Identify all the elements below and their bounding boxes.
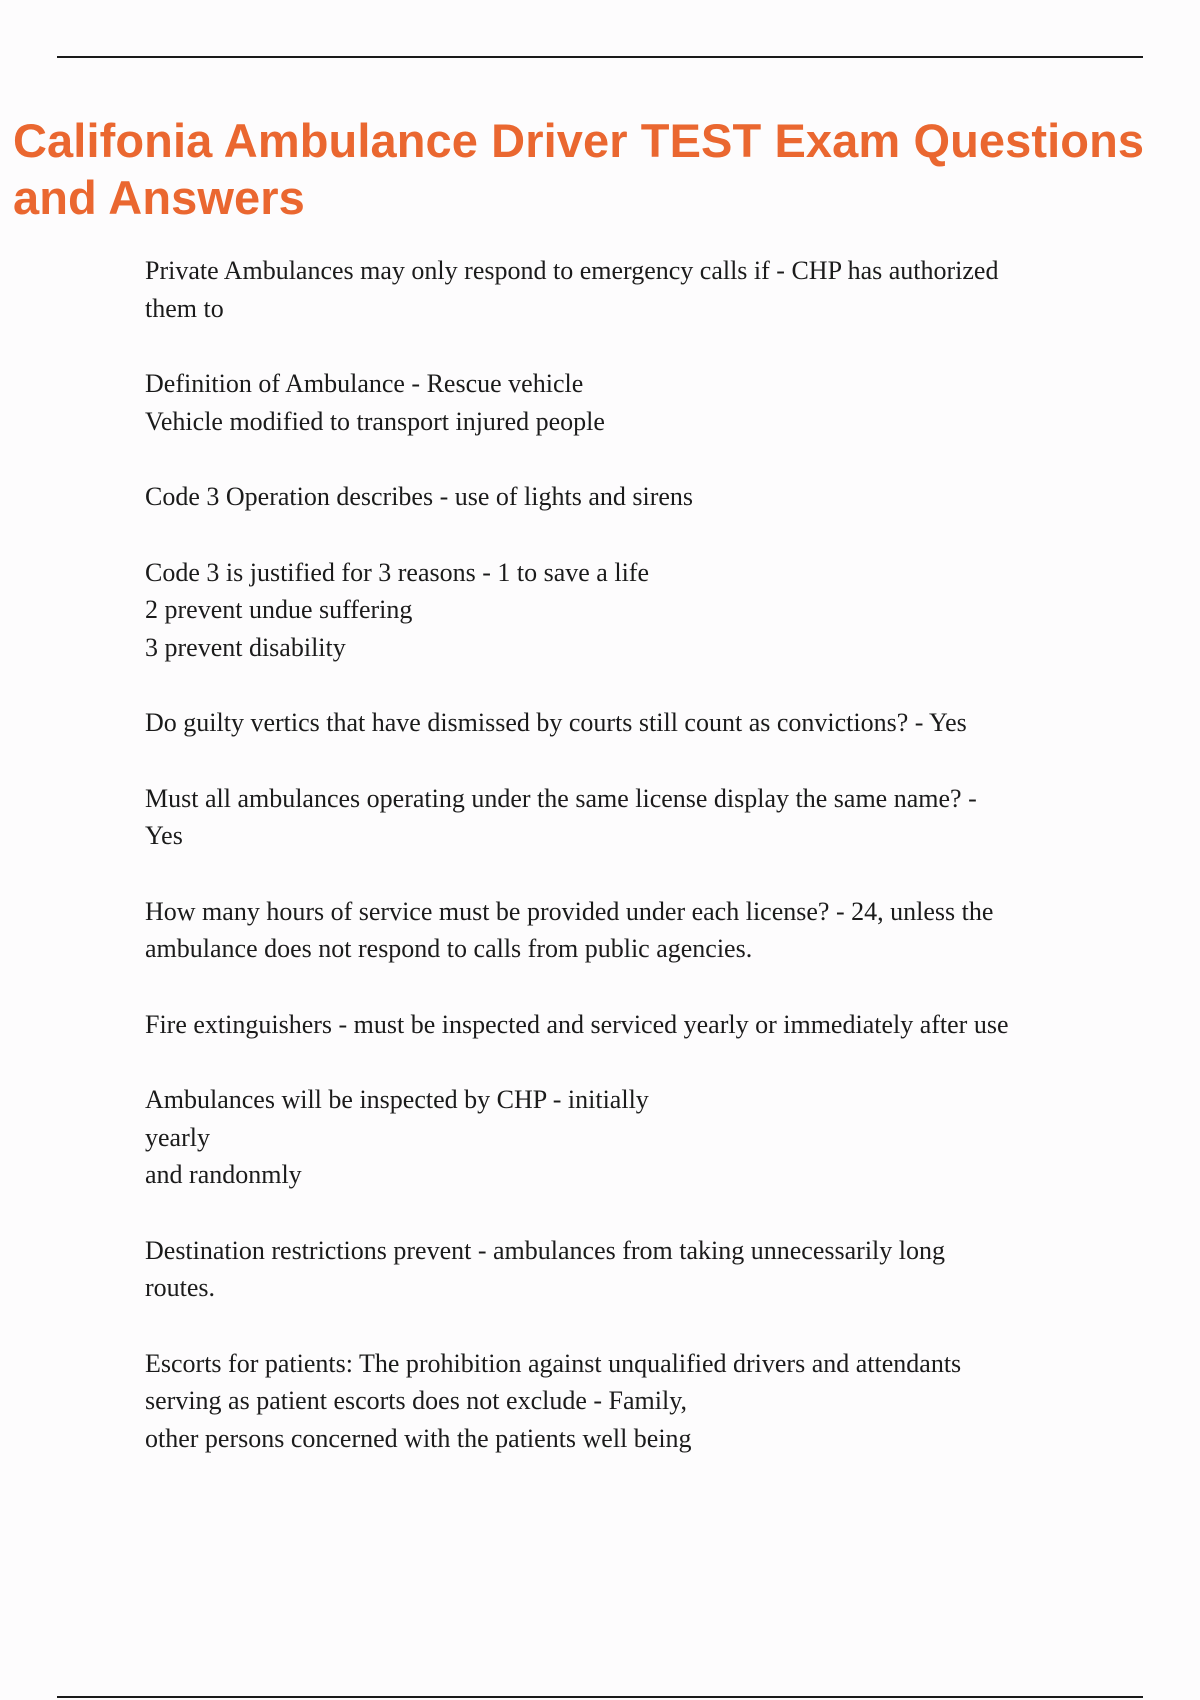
bottom-divider [57,1696,1143,1698]
qa-item [145,554,1105,667]
qa-line: Private Ambulances may only respond to emergency calls if - CHP has authorized [145,256,999,285]
qa-item [145,1232,1105,1307]
qa-line: yearly [145,1122,210,1152]
qa-list [145,252,1105,1495]
qa-line: Fire extinguishers - must be inspected and serviced yearly or immediately after use [145,1009,1009,1039]
qa-line: Must all ambulances operating under the same license display the same name? - [145,783,977,813]
qa-line: and randonmly [145,1160,302,1189]
qa-line: ambulance does not respond to calls from public agencies. [145,934,753,963]
qa-item [145,1006,1105,1044]
qa-item [145,478,1105,516]
qa-item [145,1345,1105,1458]
qa-line: Do guilty vertics that have dismissed by courts still count as convictions? - Yes [145,708,967,737]
qa-line: them to [145,293,224,323]
qa-line: serving as patient escorts does not exclude - Family, [145,1386,688,1415]
qa-item [145,252,1105,327]
qa-item [145,893,1105,968]
title-line-2: and Answers [13,171,305,224]
qa-line: other persons concerned with the patients well being [145,1423,692,1453]
qa-line: Definition of Ambulance - Rescue vehicle [145,369,584,398]
qa-item [145,365,1105,440]
document-title [13,112,1193,226]
qa-item [145,1081,1105,1194]
top-divider [57,56,1143,58]
qa-item [145,780,1105,855]
qa-line: Vehicle modified to transport injured people [145,406,605,436]
qa-line: Code 3 is justified for 3 reasons - 1 to save a life [145,557,649,587]
qa-line: How many hours of service must be provided under each license? - 24, unless the [145,896,994,926]
qa-item [145,704,1105,742]
qa-line: Code 3 Operation describes - use of lights and sirens [145,482,694,511]
qa-line: Destination restrictions prevent - ambulances from taking unnecessarily long [145,1235,945,1265]
qa-line: Ambulances will be inspected by CHP - initially [145,1085,649,1114]
qa-line: 2 prevent undue suffering [145,595,413,624]
qa-line: 3 prevent disability [145,632,346,662]
qa-line: Yes [145,821,183,850]
qa-line: Escorts for patients: The prohibition against unqualified drivers and attendants [145,1348,962,1378]
title-line-1: Califonia Ambulance Driver TEST Exam Questions [13,114,1145,167]
qa-line: routes. [145,1273,216,1302]
